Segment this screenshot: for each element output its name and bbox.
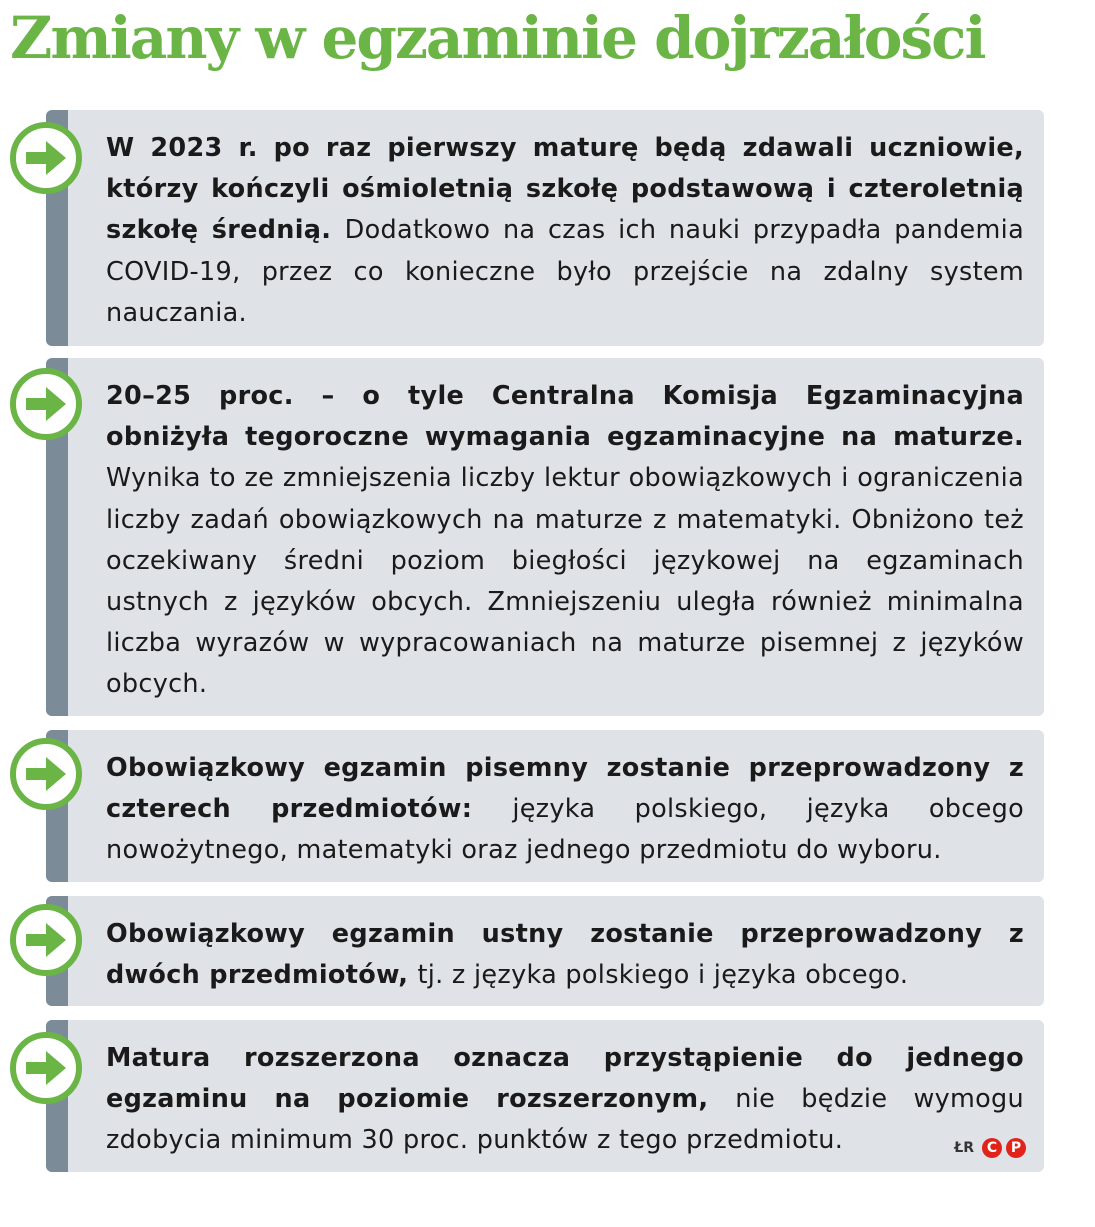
info-body: nie będzie wymogu zdobycia minimum 30 proc. punktów z tego przedmiotu.: [106, 1084, 1024, 1156]
info-lead: Matura rozszerzona oznacza przystąpienie do jednego egzaminu na poziomie rozszerzonym,: [106, 1043, 1024, 1115]
info-lead: W 2023 r. po raz pierwszy maturę będą zdawali uczniowie, którzy kończyli ośmioletnią szkołę podstawową i czteroletnią szkołę średnią.: [106, 133, 1024, 246]
right-arrow-circle-icon: [10, 1032, 82, 1104]
info-body: Wynika to ze zmniejszenia liczby lektur obowiązkowych i ograniczenia liczby zadań obowiązkowych na maturze z matematyki. Obniżono też oczekiwany średni poziom biegłości językowej na egzaminach ustnych z języków obcych. Zmniejszeniu uległa również minimalna liczba wyrazów w wypracowaniach na maturze pisemnej z języków obcych.: [106, 463, 1024, 700]
info-box-3: [46, 730, 1044, 882]
info-lead: Obowiązkowy egzamin pisemny zostanie przeprowadzony z czterech przedmiotów:: [106, 753, 1024, 825]
info-body: Dodatkowo na czas ich nauki przypadła pandemia COVID-19, przez co konieczne było przejście na zdalny system nauczania.: [106, 215, 1024, 328]
info-body: tj. z języka polskiego i języka obcego.: [417, 960, 909, 991]
info-box-4: [46, 896, 1044, 1006]
right-arrow-circle-icon: [10, 904, 82, 976]
right-arrow-circle-icon: [10, 738, 82, 810]
info-text: [106, 376, 1024, 706]
info-body: języka polskiego, języka obcego nowożytnego, matematyki oraz jednego przedmiotu do wyboru.: [106, 794, 1024, 866]
info-box-2: [46, 358, 1044, 716]
info-lead: 20–25 proc. – o tyle Centralna Komisja Egzaminacyjna obniżyła tegoroczne wymagania egzaminacyjne na maturze.: [106, 381, 1024, 453]
right-arrow-circle-icon: [10, 368, 82, 440]
credit: [954, 1138, 1026, 1158]
info-box-1: [46, 110, 1044, 346]
info-lead: Obowiązkowy egzamin ustny zostanie przeprowadzony z dwóch przedmiotów,: [106, 919, 1024, 991]
copyright-icon: C: [982, 1138, 1002, 1158]
info-text: [106, 914, 1024, 996]
info-text: [106, 748, 1024, 872]
info-text: [106, 1038, 1024, 1162]
press-mark-icon: P: [1006, 1138, 1026, 1158]
info-box-5: [46, 1020, 1044, 1172]
page-title: Zmiany w egzaminie dojrzałości: [10, 4, 985, 72]
info-text: [106, 128, 1024, 334]
credit-author: ŁR: [954, 1140, 974, 1156]
right-arrow-circle-icon: [10, 122, 82, 194]
